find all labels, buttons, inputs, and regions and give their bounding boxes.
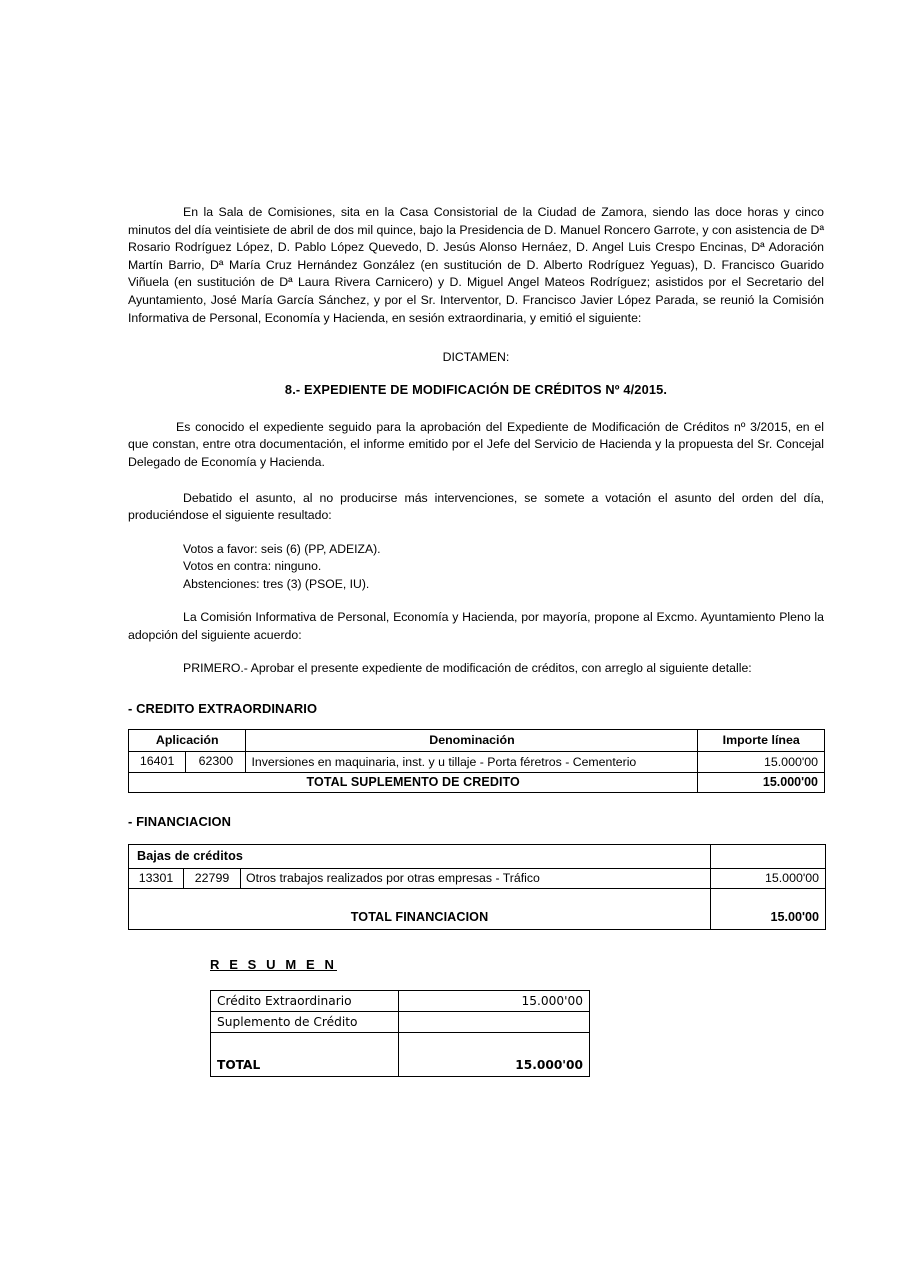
resumen-value-suplemento-credito xyxy=(399,1011,590,1032)
cell-denominacion: Otros trabajos realizados por otras empresas - Tráfico xyxy=(241,868,711,888)
spacer xyxy=(128,930,824,956)
vote-results xyxy=(128,541,824,593)
cell-aplicacion-economica: 22799 xyxy=(184,868,241,888)
header-importe-linea: Importe línea xyxy=(698,729,825,751)
table-total-row xyxy=(129,888,826,929)
agenda-item-title: 8.- EXPEDIENTE DE MODIFICACIÓN DE CRÉDITOS Nº 4/2015. xyxy=(284,381,668,397)
spacer xyxy=(128,644,824,660)
resumen-total-value: 15.000'00 xyxy=(399,1032,590,1076)
table-row xyxy=(211,1011,590,1032)
resumen-total-label: TOTAL xyxy=(211,1032,399,1076)
debate-paragraph: Debatido el asunto, al no producirse más intervenciones, se somete a votación el asunto del orden del día, produciéndose el siguiente resultado: xyxy=(128,490,824,523)
header-bajas-amount-blank xyxy=(711,844,826,868)
resumen-title: R E S U M E N xyxy=(210,956,337,972)
spacer xyxy=(128,793,824,813)
resumen-label-credito-extraordinario: Crédito Extraordinario xyxy=(211,990,399,1011)
resumen-label-suplemento-credito: Suplemento de Crédito xyxy=(211,1011,399,1032)
table-total-row xyxy=(211,1032,590,1076)
background-paragraph: Es conocido el expediente seguido para la aprobación del Expediente de Modificación de Créditos nº 3/2015, en el que constan, entre otra documentación, el informe emitido por el Jefe del Servicio de Hacienda y la propuesta del Sr. Concejal Delegado de Economía y Hacienda. xyxy=(128,419,824,469)
table-row xyxy=(129,868,826,888)
cell-aplicacion-programa: 13301 xyxy=(129,868,184,888)
document-content xyxy=(128,204,824,1077)
spacer xyxy=(128,327,824,349)
financiacion-table xyxy=(128,844,826,930)
proposal-paragraph: La Comisión Informativa de Personal, Economía y Hacienda, por mayoría, propone al Excmo. Ayuntamiento Pleno la adopción del siguiente acuerdo: xyxy=(128,609,824,642)
spacer xyxy=(128,678,824,700)
resumen-value-credito-extraordinario: 15.000'00 xyxy=(399,990,590,1011)
spacer xyxy=(210,974,824,990)
table-header-row xyxy=(129,729,825,751)
spacer xyxy=(128,717,824,729)
vote-abstentions: Abstenciones: tres (3) (PSOE, IU). xyxy=(183,576,370,591)
total-suplemento-amount: 15.000'00 xyxy=(698,772,825,792)
cell-aplicacion-economica: 62300 xyxy=(186,751,246,772)
spacer xyxy=(128,472,824,490)
spacer xyxy=(128,525,824,541)
total-financiacion-amount: 15.00'00 xyxy=(711,888,826,929)
resumen-table xyxy=(210,990,590,1077)
table-row xyxy=(211,990,590,1011)
cell-importe: 15.000'00 xyxy=(711,868,826,888)
resumen-section xyxy=(128,956,824,1077)
vote-in-favour: Votos a favor: seis (6) (PP, ADEIZA). xyxy=(183,541,381,556)
table-header-row xyxy=(129,844,826,868)
table-total-row xyxy=(129,772,825,792)
dictamen-label: DICTAMEN: xyxy=(442,350,510,365)
table-row xyxy=(129,751,825,772)
header-bajas-de-creditos: Bajas de créditos xyxy=(129,844,711,868)
spacer xyxy=(128,367,824,381)
vote-against: Votos en contra: ninguno. xyxy=(183,559,322,574)
total-financiacion-label: TOTAL FINANCIACION xyxy=(129,888,711,929)
cell-denominacion: Inversiones en maquinaria, inst. y u tillaje - Porta féretros - Cementerio xyxy=(246,751,698,772)
spacer xyxy=(128,399,824,419)
cell-importe: 15.000'00 xyxy=(698,751,825,772)
header-denominacion: Denominación xyxy=(246,729,698,751)
financiacion-heading: - FINANCIACION xyxy=(128,813,232,829)
intro-paragraph: En la Sala de Comisiones, sita en la Casa Consistorial de la Ciudad de Zamora, siendo las doce horas y cinco minutos del día veintisiete de abril de dos mil quince, bajo la Presidencia de D. Manuel Roncero Garrote, y con asistencia de Dª Rosario Rodríguez López, D. Pablo López Quevedo, D. Jesús Alonso Hernáez, D. Angel Luis Crespo Encinas, Dª Adoración Martín Barrio, Dª María Cruz Hernández González (en sustitución de D. Alberto Rodríguez Yeguas), D. Francisco Guarido Viñuela (en sustitución de Dª Laura Rivera Carnicero) y D. Miguel Angel Mateos Rodríguez; asistidos por el Secretario del Ayuntamiento, José María García Sánchez, y por el Sr. Interventor, D. Francisco Javier López Parada, se reunió la Comisión Informativa de Personal, Economía y Hacienda, en sesión extraordinaria, y emitió el siguiente: xyxy=(128,205,824,325)
credito-extraordinario-heading: - CREDITO EXTRAORDINARIO xyxy=(128,700,318,716)
spacer xyxy=(128,593,824,609)
header-aplicacion: Aplicación xyxy=(129,729,246,751)
total-suplemento-label: TOTAL SUPLEMENTO DE CREDITO xyxy=(129,772,698,792)
credito-extraordinario-table xyxy=(128,729,825,793)
cell-aplicacion-programa: 16401 xyxy=(129,751,186,772)
spacer xyxy=(128,830,824,844)
agreement-paragraph: PRIMERO.- Aprobar el presente expediente de modificación de créditos, con arreglo al siguiente detalle: xyxy=(183,661,752,676)
